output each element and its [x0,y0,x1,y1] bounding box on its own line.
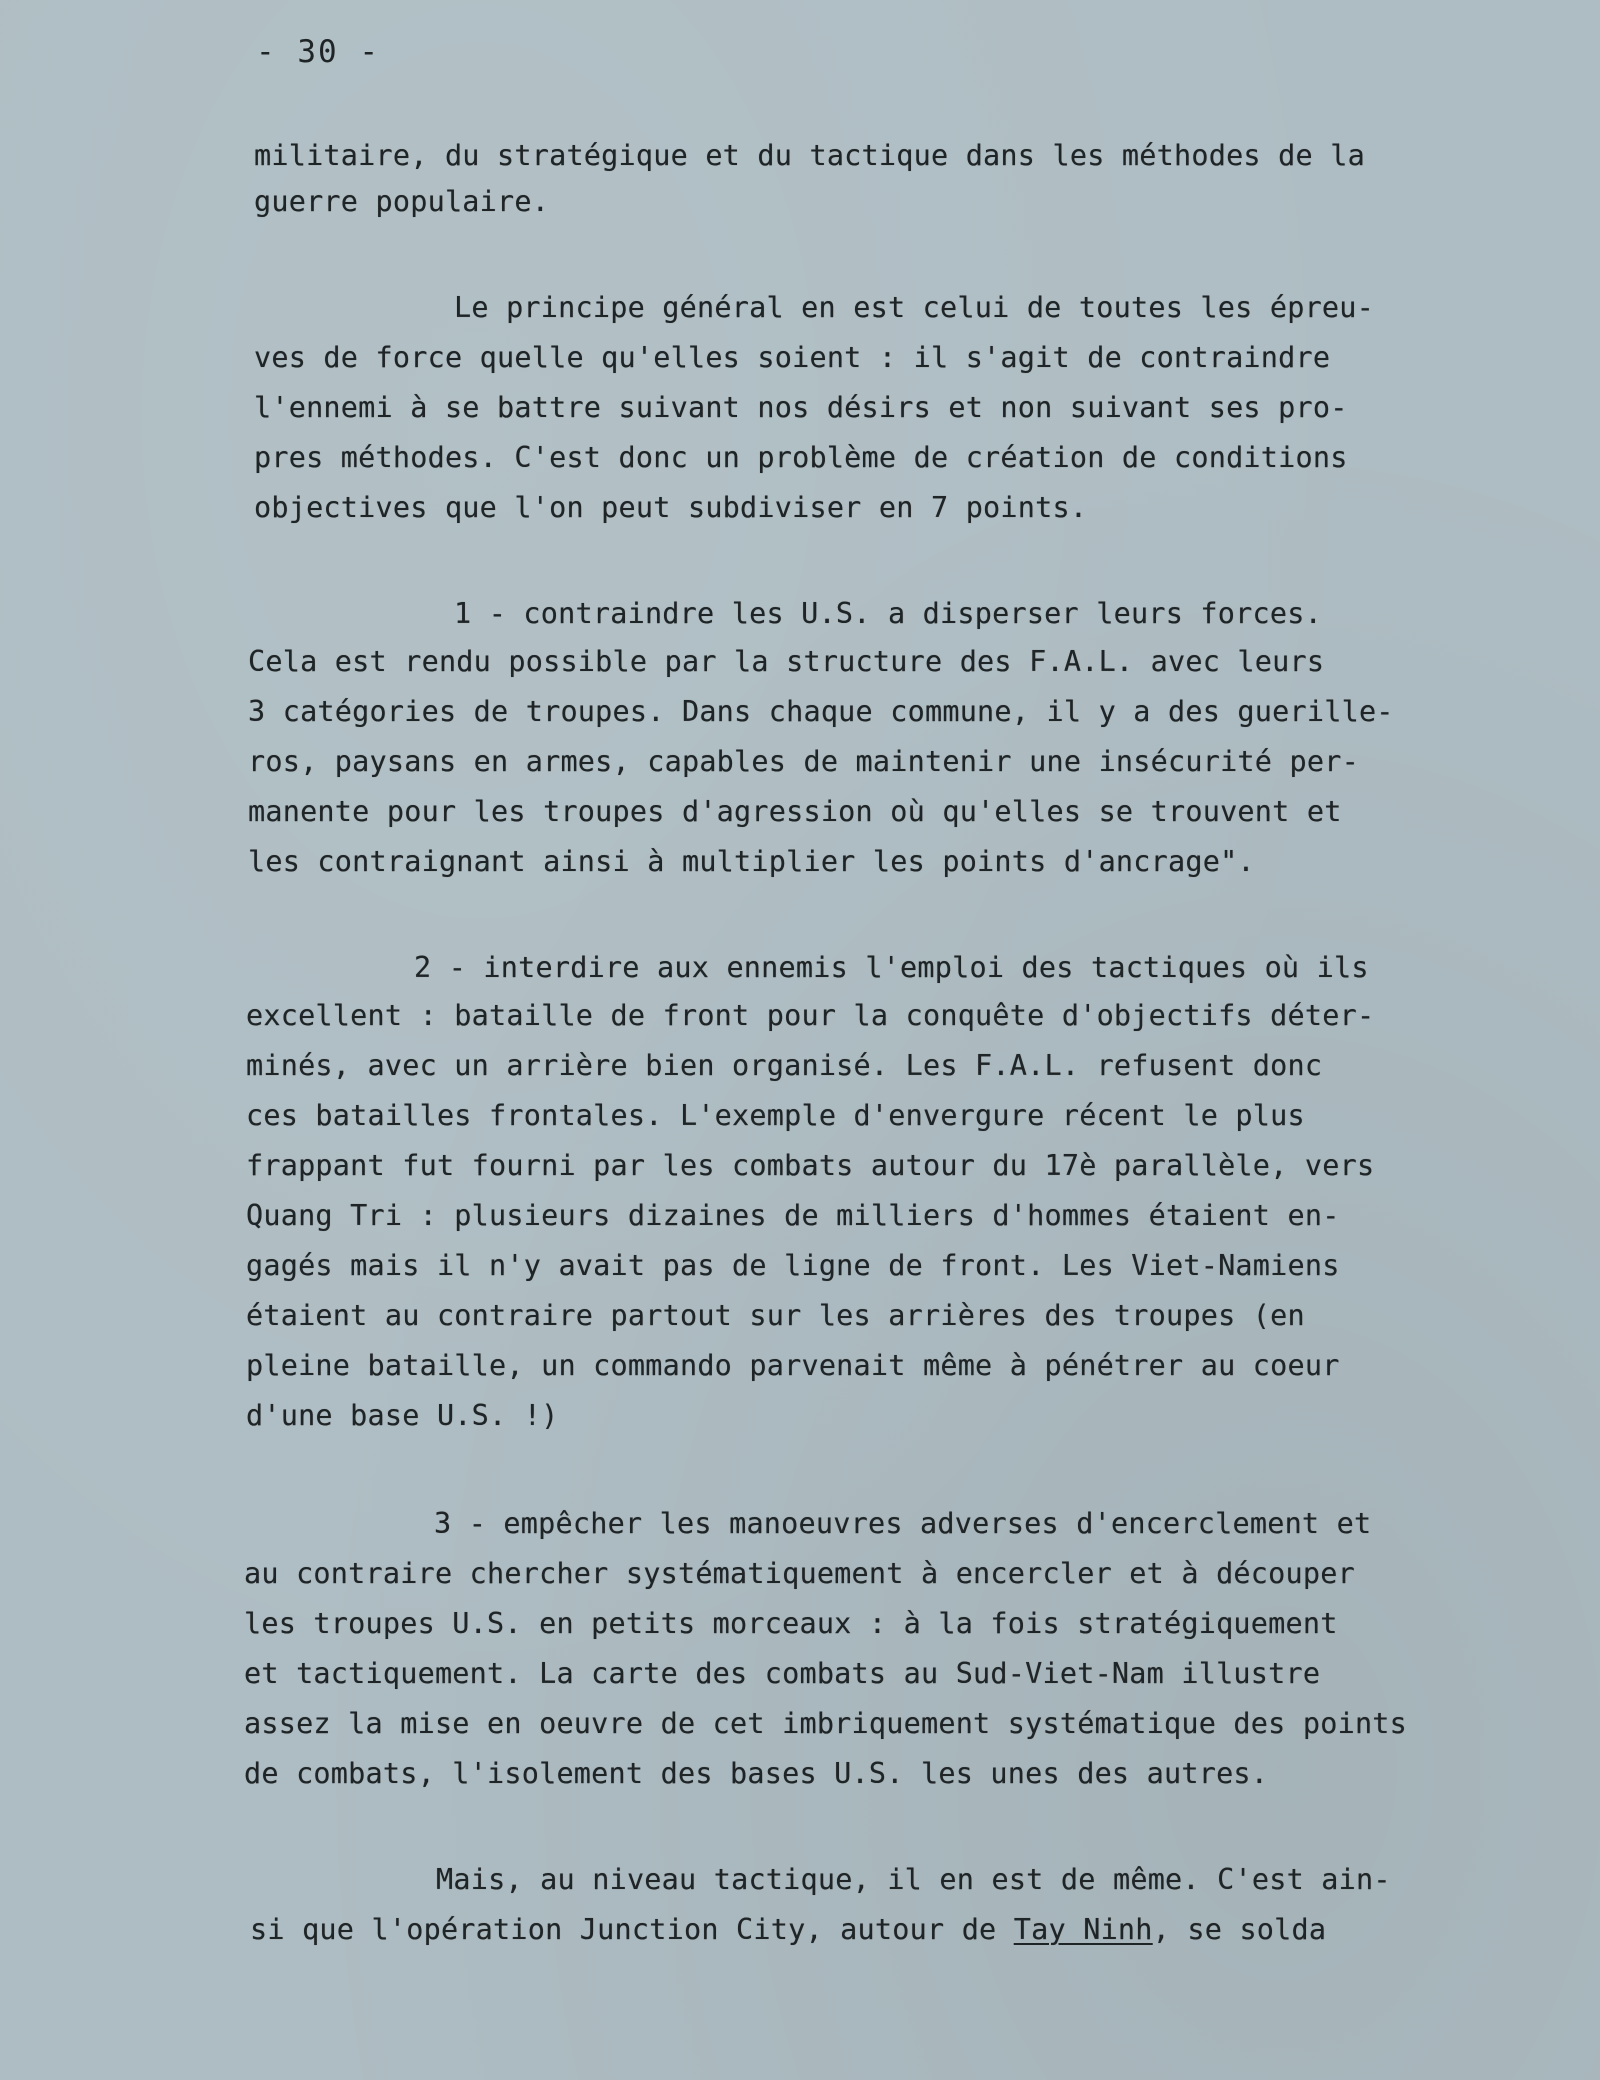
text-line: 1 - contraindre les U.S. a disperser leurs forces. [454,597,1322,630]
text-line: objectives que l'on peut subdiviser en 7 points. [254,491,1088,524]
text-line: excellent : bataille de front pour la conquête d'objectifs déter- [246,999,1375,1032]
text-line: étaient au contraire partout sur les arrières des troupes (en [246,1299,1305,1332]
text-line: frappant fut fourni par les combats autour du 17è parallèle, vers [246,1149,1375,1182]
text-line: manente pour les troupes d'agression où qu'elles se trouvent et [248,795,1342,828]
text-segment: , se solda [1152,1913,1327,1946]
text-line: ces batailles frontales. L'exemple d'envergure récent le plus [246,1099,1305,1132]
text-line: et tactiquement. La carte des combats au Sud-Viet-Nam illustre [244,1657,1321,1690]
text-line-last [250,1910,1326,1950]
text-line: 3 - empêcher les manoeuvres adverses d'encerclement et [434,1507,1372,1540]
text-line: les contraignant ainsi à multiplier les points d'ancrage". [248,845,1255,878]
text-line: ros, paysans en armes, capables de maintenir une insécurité per- [248,745,1359,778]
text-line: militaire, du stratégique et du tactique dans les méthodes de la [254,139,1365,172]
text-line: pleine bataille, un commando parvenait même à pénétrer au coeur [246,1349,1340,1382]
text-line: 2 - interdire aux ennemis l'emploi des tactiques où ils [414,951,1369,984]
text-line: gagés mais il n'y avait pas de ligne de front. Les Viet-Namiens [246,1249,1340,1282]
text-line: l'ennemi à se battre suivant nos désirs et non suivant ses pro- [254,391,1348,424]
text-line: pres méthodes. C'est donc un problème de création de conditions [254,441,1348,474]
text-line: d'une base U.S. !) [246,1399,559,1432]
underlined-place-name: Tay Ninh [1013,1913,1153,1946]
text-line: au contraire chercher systématiquement à encercler et à découper [244,1557,1355,1590]
text-line: de combats, l'isolement des bases U.S. les unes des autres. [244,1757,1269,1790]
text-line: Cela est rendu possible par la structure des F.A.L. avec leurs [248,645,1325,678]
text-line: Mais, au niveau tactique, il en est de même. C'est ain- [436,1863,1391,1896]
text-line: les troupes U.S. en petits morceaux : à la fois stratégiquement [244,1607,1338,1640]
text-line: Le principe général en est celui de toutes les épreu- [454,291,1374,324]
text-segment: si que l'opération Junction City, autour de [250,1913,1014,1946]
text-line: ves de force quelle qu'elles soient : il s'agit de contraindre [254,341,1331,374]
text-line: guerre populaire. [254,185,550,218]
text-line: Quang Tri : plusieurs dizaines de milliers d'hommes étaient en- [246,1199,1340,1232]
page-number: - 30 - [256,34,380,70]
text-line: minés, avec un arrière bien organisé. Les F.A.L. refusent donc [246,1049,1323,1082]
text-line: assez la mise en oeuvre de cet imbriquement systématique des points [244,1707,1408,1740]
text-line: 3 catégories de troupes. Dans chaque commune, il y a des guerille- [248,695,1394,728]
